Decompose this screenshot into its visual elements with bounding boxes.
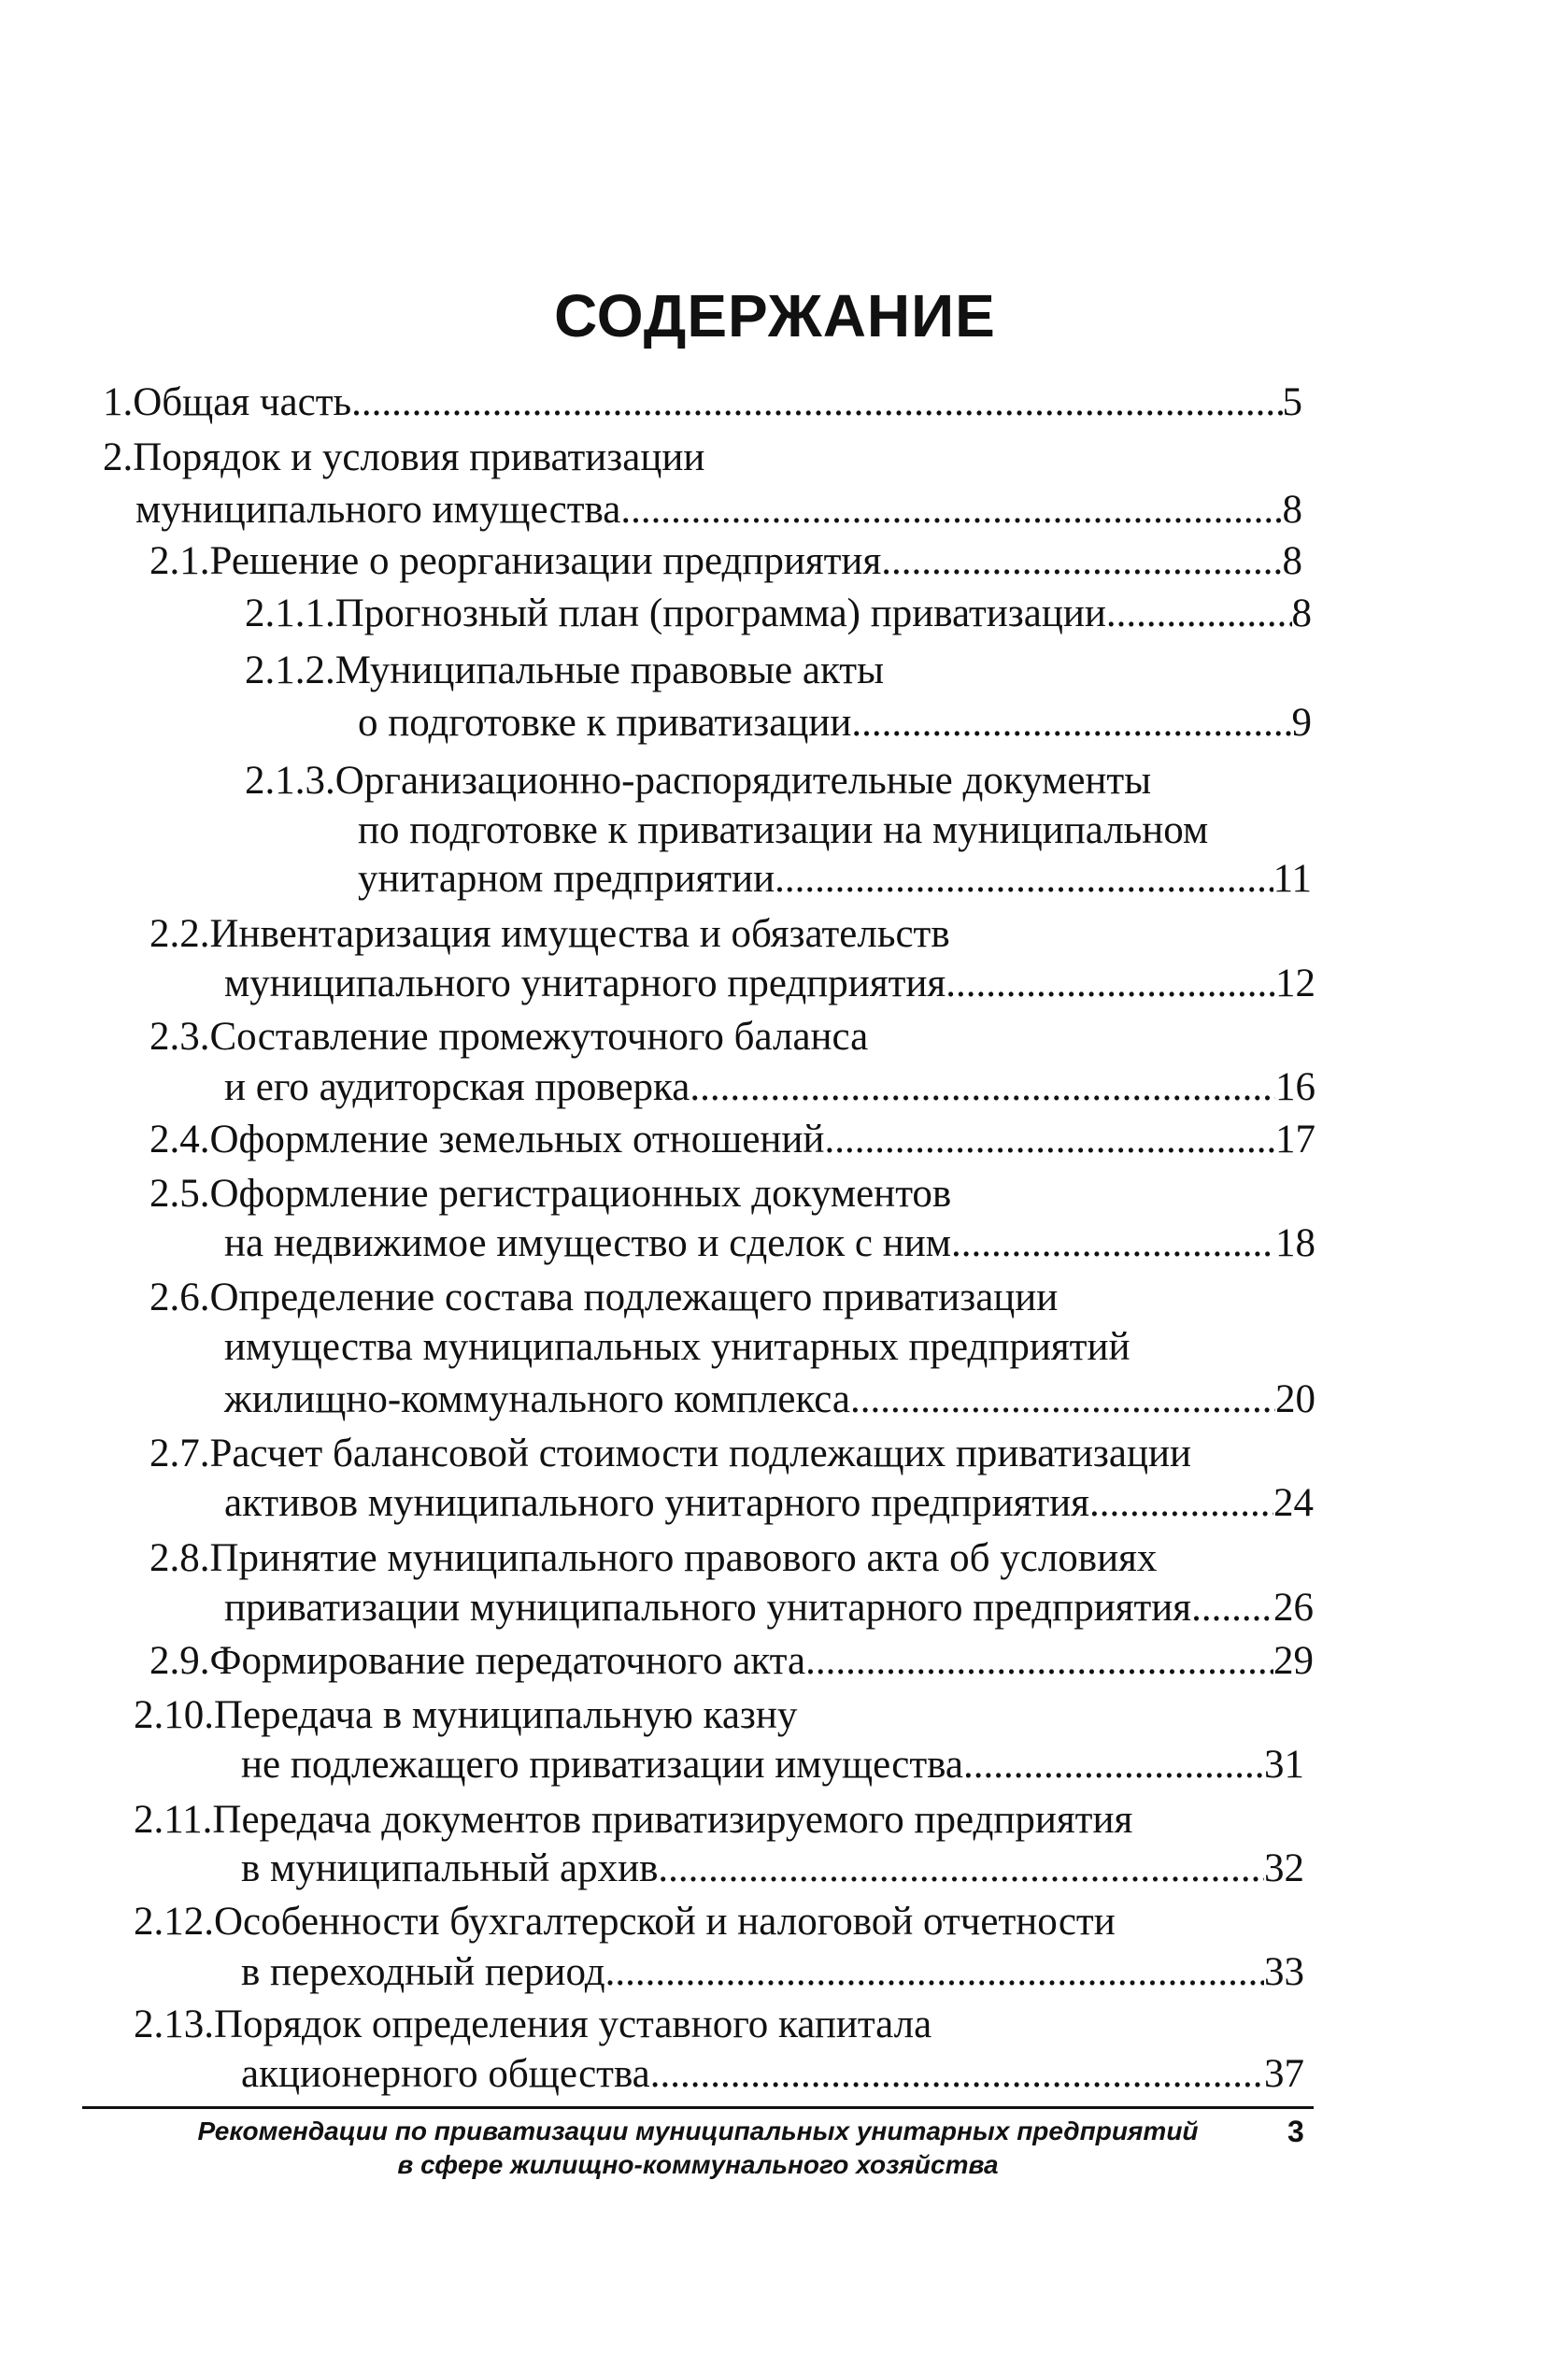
toc-entry-2-4: [149, 1114, 1315, 1166]
toc-entry-2-2-cont: [224, 958, 1315, 1010]
toc-page-number: 24: [1273, 1481, 1314, 1525]
toc-entry-2-3: [149, 1011, 868, 1063]
toc-entry-text: в переходный период: [241, 1950, 605, 1994]
toc-leader-dots: [351, 377, 1282, 429]
toc-entry-text: Определение состава подлежащего приватизации: [209, 1276, 1059, 1319]
toc-entry-text: Составление промежуточного баланса: [209, 1015, 869, 1059]
toc-entry-text: акционерного общества: [241, 2052, 650, 2096]
toc-entry-number: 2.12.: [134, 1900, 214, 1944]
toc-entry-text: Формирование передаточного акта: [209, 1639, 806, 1683]
toc-page-number: 5: [1282, 380, 1302, 424]
toc-entry-text: на недвижимое имущество и сделок с ним: [224, 1221, 951, 1265]
toc-entry-number: 2.1.3.: [245, 759, 335, 803]
toc-entry-2-6: [149, 1272, 1058, 1324]
toc-entry-2-1-3: [245, 755, 1151, 807]
toc-entry-number: 2.10.: [134, 1693, 214, 1737]
toc-entry-text: Решение о реорганизации предприятия: [209, 539, 882, 583]
toc-leader-dots: [775, 853, 1273, 905]
toc-entry-text: Оформление регистрационных документов: [209, 1172, 952, 1216]
footer-divider: [82, 2106, 1314, 2109]
toc-entry-number: 2.1.2.: [245, 648, 335, 692]
toc-leader-dots: [650, 2048, 1264, 2101]
toc-entry-2-6-cont: [224, 1374, 1315, 1426]
toc-entry-text: Передача документов приватизируемого предприятия: [212, 1798, 1133, 1842]
footer-line-2: в сфере жилищно-коммунального хозяйства: [397, 2150, 999, 2179]
toc-entry-text: Общая часть: [133, 380, 352, 424]
toc-entry-number: 2.4.: [149, 1118, 210, 1161]
toc-leader-dots: [850, 1374, 1275, 1426]
toc-leader-dots: [690, 1062, 1275, 1114]
toc-leader-dots: [658, 1843, 1264, 1895]
toc-entry-number: 2.1.1.: [245, 591, 335, 635]
toc-entry-text: Расчет балансовой стоимости подлежащих приватизации: [209, 1432, 1191, 1475]
toc-entry-text: Оформление земельных отношений: [209, 1118, 825, 1161]
toc-entry-number: 2.9.: [149, 1639, 210, 1683]
toc-entry-text: имущества муниципальных унитарных предприятий: [224, 1325, 1131, 1369]
toc-entry-2-12-cont: [241, 1946, 1304, 1999]
toc-entry-text: муниципального имущества: [135, 488, 621, 532]
toc-entry-2-1: [149, 535, 1302, 588]
toc-page-number: 37: [1264, 2052, 1304, 2096]
toc-entry-text: Инвентаризация имущества и обязательств: [209, 912, 950, 956]
toc-leader-dots: [1191, 1582, 1273, 1634]
toc-entry-2-1-3-cont: [358, 853, 1312, 905]
toc-page-number: 29: [1273, 1639, 1314, 1683]
toc-leader-dots: [881, 535, 1282, 588]
toc-entry-2-8: [149, 1532, 1157, 1585]
toc-page-number: 17: [1275, 1118, 1315, 1161]
toc-entry-number: 2.2.: [149, 912, 210, 956]
toc-page-number: 32: [1264, 1846, 1304, 1890]
toc-entry-text: Муниципальные правовые акты: [334, 648, 884, 692]
toc-entry-text: Прогнозный план (программа) приватизации: [334, 591, 1106, 635]
toc-entry-2-3-cont: [224, 1062, 1315, 1114]
toc-page-number: 8: [1282, 539, 1302, 583]
toc-page-number: 11: [1273, 857, 1312, 901]
toc-entry-number: 2.5.: [149, 1172, 210, 1216]
toc-entry-2-12: [134, 1896, 1116, 1948]
toc-entry-text: муниципального унитарного предприятия: [224, 962, 946, 1005]
toc-entry-text: и его аудиторская проверка: [224, 1065, 690, 1109]
toc-entry-2-11-cont: [241, 1843, 1304, 1895]
toc-entry-text: по подготовке к приватизации на муниципальном: [358, 808, 1209, 852]
toc-page-number: 33: [1264, 1950, 1304, 1994]
toc-entry-text: Принятие муниципального правового акта об условиях: [209, 1536, 1158, 1580]
toc-entry-number: 2.13.: [134, 2002, 214, 2046]
toc-entry-number: 1.: [103, 380, 134, 424]
toc-leader-dots: [805, 1635, 1273, 1688]
toc-leader-dots: [605, 1946, 1264, 1999]
toc-page-number: 9: [1291, 701, 1312, 745]
toc-entry-2-1-2-cont: [358, 697, 1312, 749]
toc-entry-number: 2.7.: [149, 1432, 210, 1475]
toc-entry-number: 2.3.: [149, 1015, 210, 1059]
toc-entry-2-5: [149, 1168, 951, 1220]
toc-leader-dots: [620, 484, 1282, 536]
toc-leader-dots: [1106, 588, 1292, 640]
toc-page-number: 31: [1264, 1743, 1304, 1787]
running-footer: [82, 2115, 1314, 2182]
toc-entry-2-5-cont: [224, 1218, 1315, 1270]
toc-leader-dots: [963, 1739, 1264, 1791]
toc-entry-text: Передача в муниципальную казну: [214, 1693, 798, 1737]
toc-entry-2-2: [149, 908, 950, 961]
toc-entry-number: 2.8.: [149, 1536, 210, 1580]
toc-entry-2-1-2: [245, 645, 884, 697]
toc-page-number: 18: [1275, 1221, 1315, 1265]
toc-entry-2-cont: [135, 484, 1302, 536]
footer-line-1: Рекомендации по приватизации муниципальных унитарных предприятий: [197, 2116, 1199, 2145]
toc-entry-2-1-1: [245, 588, 1312, 640]
toc-entry-1: [103, 377, 1302, 429]
toc-page-number: 20: [1275, 1377, 1315, 1421]
toc-entry-text: Порядок и условия приватизации: [133, 435, 705, 479]
toc-page-number: 8: [1291, 591, 1312, 635]
toc-leader-dots: [951, 1218, 1275, 1270]
toc-entry-text: о подготовке к приватизации: [358, 701, 852, 745]
toc-page-number: 26: [1273, 1586, 1314, 1630]
toc-entry-2-7-cont: [224, 1477, 1314, 1530]
toc-entry-text: унитарном предприятии: [358, 857, 775, 901]
toc-entry-text: активов муниципального унитарного предприятия: [224, 1481, 1089, 1525]
toc-entry-text: в муниципальный архив: [241, 1846, 659, 1890]
toc-leader-dots: [1089, 1477, 1273, 1530]
toc-entry-text: не подлежащего приватизации имущества: [241, 1743, 963, 1787]
toc-entry-text: жилищно-коммунального комплекса: [224, 1377, 850, 1421]
toc-entry-number: 2.11.: [134, 1798, 213, 1842]
toc-entry-2-13-cont: [241, 2048, 1304, 2101]
toc-entry-2-13: [134, 1999, 931, 2051]
page-title: СОДЕРЖАНИЕ: [554, 282, 996, 349]
toc-entry-2: [103, 432, 704, 484]
toc-entry-text: Организационно-распорядительные документы: [334, 759, 1152, 803]
toc-entry-2-1-3-cont: [358, 805, 1208, 857]
toc-leader-dots: [824, 1114, 1275, 1166]
toc-entry-2-7: [149, 1428, 1191, 1480]
toc-entry-2-6-cont: [224, 1321, 1131, 1374]
toc-entry-2-10-cont: [241, 1739, 1304, 1791]
toc-entry-text: Особенности бухгалтерской и налоговой отчетности: [214, 1900, 1116, 1944]
toc-entry-text: Порядок определения уставного капитала: [214, 2002, 932, 2046]
toc-page-number: 8: [1282, 488, 1302, 532]
toc-page-number: 16: [1275, 1065, 1315, 1109]
toc-entry-2-8-cont: [224, 1582, 1314, 1634]
page-number: 3: [1287, 2115, 1304, 2148]
toc-entry-number: 2.6.: [149, 1276, 210, 1319]
toc-page-number: 12: [1275, 962, 1315, 1005]
toc-entry-2-11: [134, 1794, 1132, 1846]
toc-entry-text: приватизации муниципального унитарного предприятия: [224, 1586, 1192, 1630]
toc-entry-number: 2.1.: [149, 539, 210, 583]
toc-entry-number: 2.: [103, 435, 134, 479]
toc-entry-2-9: [149, 1635, 1314, 1688]
toc-entry-2-10: [134, 1689, 797, 1742]
toc-leader-dots: [946, 958, 1275, 1010]
toc-leader-dots: [851, 697, 1291, 749]
